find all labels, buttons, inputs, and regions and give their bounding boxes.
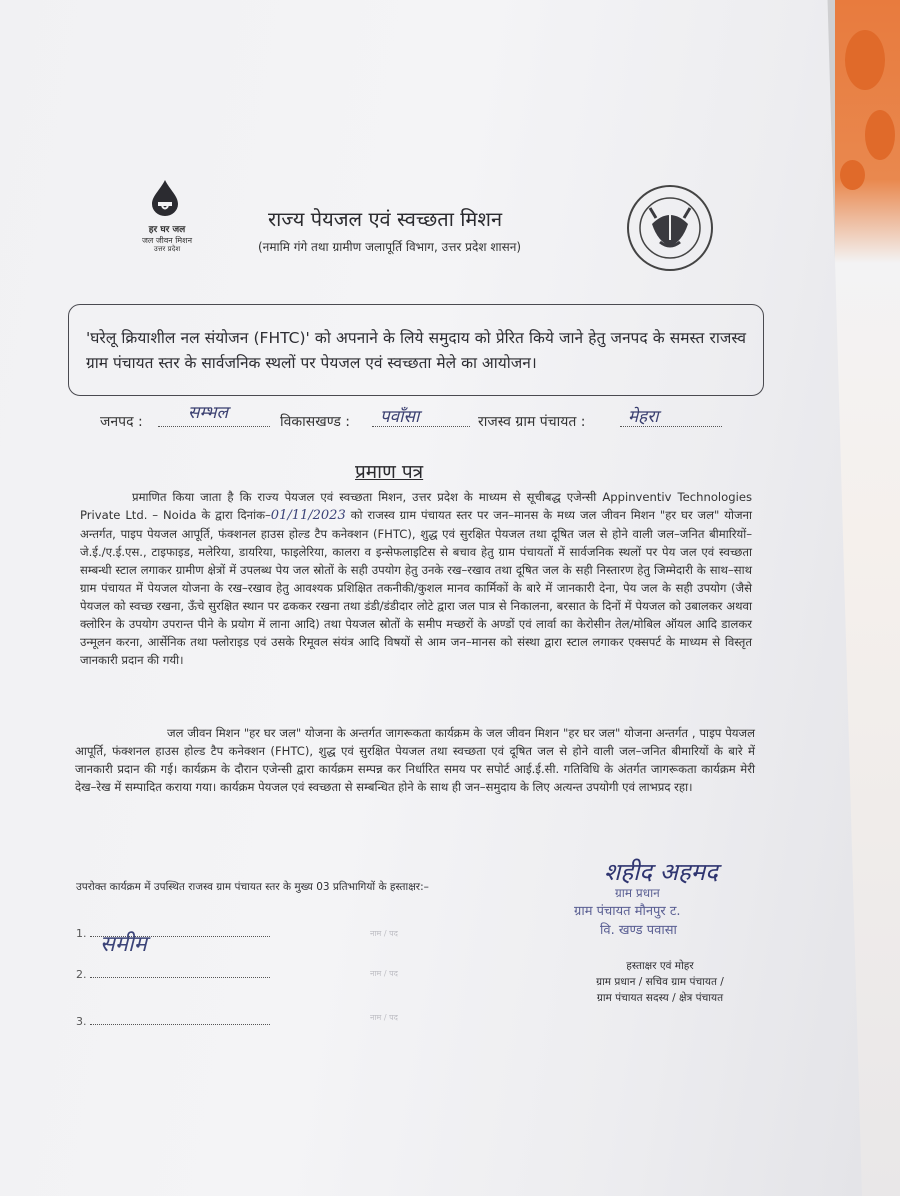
certificate-title: प्रमाण पत्र <box>355 461 424 483</box>
district-label: जनपद : <box>100 414 143 430</box>
signatory-line-2 <box>76 965 270 981</box>
signatories-intro: उपरोक्त कार्यक्रम में उपस्थित राजस्व ग्राम पंचायत स्तर के मुख्य 03 प्रतिभागियों के हस्ताक्षर:– <box>76 881 429 893</box>
logo-text-3: उत्तर प्रदेश <box>153 245 181 253</box>
stamp-line-3: वि. खण्ड पवासा <box>600 923 677 938</box>
page-title: राज्य पेयजल एवं स्वच्छता मिशन <box>268 207 503 231</box>
banner-text: 'घरेलू क्रियाशील नल संयोजन (FHTC)' को अपनाने के लिये समुदाय को प्रेरित किये जाने हेतु जनपद के समस्त राजस्व ग्राम पंचायत स्तर के सार्वजनिक स्थलों पर पेयजल एवं स्वच्छता मेले का आयोजन। <box>86 329 746 372</box>
signatory-line-3 <box>76 1012 270 1028</box>
page-subtitle: (नमामि गंगे तथा ग्रामीण जलापूर्ति विभाग, उत्तर प्रदेश शासन) <box>258 240 522 254</box>
paragraph1-rest: को राजस्व ग्राम पंचायत स्तर पर जन–मानस के मध्य जल जीवन मिशन "हर घर जल" योजना अन्तर्गत, पाइप पेयजल आपूर्ति, फंक्शनल हाउस होल्ड टैप कनेक्शन (FHTC), शुद्ध एवं सुरक्षित पेयजल तथा दूषित जल से होने वाली जल–जनित बीमारियों–जे.ई./ए.ई.एस., टाइफाइड, मलेरिया, डायरिया, फाइलेरिया, कालरा व इन्सेफलाइटिस से बचाव हेतु ग्राम पंचायतों में सार्वजनिक स्थलों पर पेय जल एवं स्वच्छता सम्बन्धी स्टाल लगाकर ग्रामीण क्षेत्रों में उपलब्ध पेय जल स्रोतों के सही उपयोग हेतु उनके रख–रखाव तथा दूषित जल के सही निस्तारण हेतु जिम्मेदारी के साथ–साथ ग्राम पंचायत में पेयजल योजना के रख–रखाव हेतु आवश्यक प्रशिक्षित तकनीकी/कुशल मानव कार्मिकों के बारे में जानकारी देना, पेय जल के सही उपयोग (जैसे पेयजल को स्वच्छ रखना, ऊँचे सुरक्षित स्थान पर ढककर रखना तथा डंडी/डंडीदार लोटे द्वारा जल पात्र से निकालना, बरसात के दिनों में पेयजल को उबालकर अथवा क्लोरिन के उपयोग उपरान्त पीने के प्रयोग में लाना आदि) तथा पेयजल स्रोतों के समीप मच्छरों के अण्डों एवं लार्वा का केरोसीन तेल/मोबिल ऑयल आदि डालकर उन्मूलन करना, आर्सेनिक तथा फ्लोराइड एवं उसके रिमूवल संयंत्र आदि विषयों से आम जन–मानस को संस्था द्वारा स्टाल लगाकर एक्सपर्ट के माध्यम से विस्तृत जानकारी प्रदान की गयी। <box>80 508 752 667</box>
district-value: सम्भल <box>188 403 229 423</box>
signatory-dots-2 <box>90 965 270 978</box>
program-date: 01/11/2023 <box>270 508 346 523</box>
location-fields <box>100 403 760 442</box>
logo-text-1: हर घर जल <box>148 225 186 235</box>
logo-text-2: जल जीवन मिशन <box>141 236 193 245</box>
block-label: विकासखण्ड : <box>280 414 351 430</box>
paragraph1-start: प्रमाणित किया जाता है कि राज्य पेयजल एवं स्वच्छता मिशन, उत्तर प्रदेश के माध्यम से सूचीबद्ध एजेन्सी Appinventiv Technologies Private Ltd. – Noida के द्वारा दिनांक– <box>80 490 752 522</box>
signatory-faint-3: नाम / पद <box>370 1013 398 1022</box>
har-ghar-jal-logo <box>132 180 202 260</box>
signatory-faint-1: नाम / पद <box>370 929 398 938</box>
stamp-line-1: ग्राम प्रधान <box>615 886 660 900</box>
signatory-number-3: 3. <box>76 1015 87 1028</box>
authority-label-1: हस्ताक्षर एवं मोहर <box>626 960 694 972</box>
block-value: पवाँसा <box>380 407 420 427</box>
up-government-emblem <box>626 184 714 272</box>
panchayat-value: मेहरा <box>628 407 659 427</box>
signatory-signature-1: समीम <box>100 932 147 957</box>
authority-label-3: ग्राम पंचायत सदस्य / क्षेत्र पंचायत <box>596 992 724 1004</box>
stamp-line-2: ग्राम पंचायत मौनपुर ट. <box>574 904 681 919</box>
emblem-seal-icon <box>626 184 714 272</box>
signatory-faint-2: नाम / पद <box>370 969 398 978</box>
certificate-paragraph-1 <box>80 488 752 669</box>
pradhan-signature: शहीद अहमद <box>604 858 718 886</box>
water-drop-icon <box>150 180 180 216</box>
authority-labels <box>560 958 760 1006</box>
certificate-paragraph-2: जल जीवन मिशन "हर घर जल" योजना के अन्तर्गत जागरूकता कार्यक्रम के जल जीवन मिशन "हर घर जल" योजना अन्तर्गत , पाइप पेयजल आपूर्ति, फंक्शनल हाउस होल्ड टैप कनेक्शन (FHTC), शुद्ध एवं सुरक्षित पेयजल तथा स्वच्छता एवं दूषित जल से होने वाली जल–जनित बीमारियों के बारे में जानकारी प्रदान की गई। कार्यक्रम के दौरान एजेन्सी द्वारा कार्यक्रम सम्पन्न कर निर्धारित समय पर सपोर्ट आई.ई.सी. गतिविधि के अंतर्गत जागरूकता कार्यक्रम मेरी देख–रेख में सम्पादित कराया गया। कार्यक्रम पेयजल एवं स्वच्छता से सम्बन्धित होने के साथ ही जन–समुदाय के लिए अत्यन्त उपयोगी एवं लाभप्रद रहा। <box>75 726 755 794</box>
signatory-number-1: 1. <box>76 927 87 940</box>
signatory-dots-3 <box>90 1012 270 1025</box>
authority-label-2: ग्राम प्रधान / सचिव ग्राम पंचायत / <box>596 976 724 988</box>
signatory-number-2: 2. <box>76 968 87 981</box>
panchayat-label: राजस्व ग्राम पंचायत : <box>478 414 586 430</box>
